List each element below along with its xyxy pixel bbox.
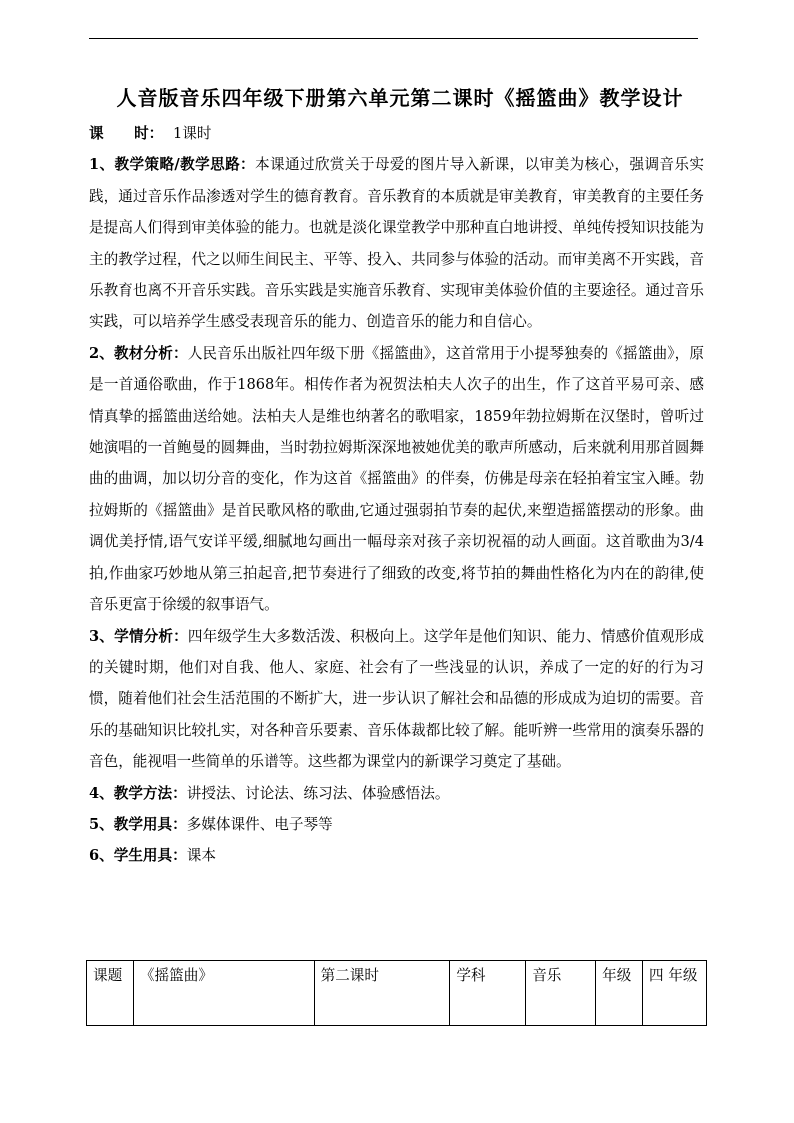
keshi-value: 1课时 bbox=[173, 125, 212, 142]
section-text: 四年级学生大多数活泼、积极向上。这学年是他们知识、能力、情感价值观形成的关键时期，他们对自我、他人、家庭、社会有了一些浅显的认识，养成了一定的好的行为习惯，随着他们社会生活范围的不断扩大，进一步认识了解社会和品德的形成成为迫切的需要。音乐的基础知识比较扎实，对各种音乐要素、音乐体裁都比较了解。能听辨一些常用的演奏乐器的音色，能视唱一些简单的乐谱等。这些都为课堂内的新课学习奠定了基础。 bbox=[89, 627, 704, 771]
section-text: 课本 bbox=[186, 847, 216, 865]
section-label: 3、学情分析： bbox=[89, 627, 188, 645]
section-label: 6、学生用具： bbox=[89, 847, 187, 865]
lesson-info-table bbox=[86, 960, 707, 1026]
section-label: 1、教学策略/教学思路： bbox=[89, 156, 256, 174]
section-strategy bbox=[89, 149, 704, 337]
cell-grade-value: 四 年级 bbox=[643, 961, 707, 1026]
section-text: 讲授法、讨论法、练习法、体验感悟法。 bbox=[186, 784, 450, 802]
cell-subject-label: 课题 bbox=[87, 961, 134, 1026]
section-text: 人民音乐出版社四年级下册《摇篮曲》，这首常用于小提琴独奏的《摇篮曲》，原是一首通俗歌曲，作于1868年。相传作者为祝贺法柏夫人次子的出生，作了这首平易可亲、感情真挚的摇篮曲送给她。法柏夫人是维也纳著名的歌唱家，1859年勃拉姆斯在汉堡时，曾听过她演唱的一首鲍曼的圆舞曲，当时勃拉姆斯深深地被她优美的歌声所感动，后来就利用那首圆舞曲的曲调，加以切分音的变化，作为这首《摇篮曲》的伴奏，仿佛是母亲在轻拍着宝宝入睡。勃拉姆斯的《摇篮曲》是首民歌风格的歌曲,它通过强弱拍节奏的起伏,来塑造摇篮摆动的形象。曲调优美抒情,语气安详平缓,细腻地勾画出一幅母亲对孩子亲切祝福的动人画面。这首歌曲为3/4拍,作曲家巧妙地从第三拍起音,把节奏进行了细致的改变,将节拍的舞曲性格化为内在的韵律,使音乐更富于徐缓的叙事语气。 bbox=[89, 344, 705, 614]
table-row bbox=[87, 961, 707, 1026]
header-rule bbox=[89, 38, 698, 39]
cell-grade-label: 年级 bbox=[596, 961, 643, 1026]
section-student-analysis bbox=[89, 621, 704, 778]
cell-discipline-label: 学科 bbox=[450, 961, 526, 1026]
cell-subject-value: 《摇篮曲》 bbox=[133, 961, 314, 1026]
document-title: 人音版音乐四年级下册第六单元第二课时《摇篮曲》教学设计 bbox=[116, 86, 684, 110]
section-teaching-tools bbox=[89, 809, 704, 840]
keshi-line bbox=[89, 118, 704, 149]
section-label: 2、教材分析： bbox=[89, 344, 188, 362]
cell-lesson-number: 第二课时 bbox=[314, 961, 450, 1026]
section-teaching-methods bbox=[89, 778, 704, 809]
section-text: 多媒体课件、电子琴等 bbox=[186, 815, 333, 833]
document-body bbox=[89, 118, 704, 872]
cell-discipline-value: 音乐 bbox=[526, 961, 596, 1026]
section-student-tools bbox=[89, 840, 704, 871]
section-label: 5、教学用具： bbox=[89, 815, 187, 833]
section-text: 本课通过欣赏关于母爱的图片导入新课，以审美为核心，强调音乐实践，通过音乐作品渗透对学生的德育教育。音乐教育的本质就是审美教育，审美教育的主要任务是提高人们得到审美体验的能力。也就是淡化课堂教学中那种直白地讲授、单纯传授知识技能为主的教学过程，代之以师生间民主、平等、投入、共同参与体验的活动。而审美离不开实践，音乐教育也离不开音乐实践。音乐实践是实施音乐教育、实现审美体验价值的主要途径。通过音乐实践，可以培养学生感受表现音乐的能力、创造音乐的能力和自信心。 bbox=[89, 156, 704, 331]
keshi-label: 课 时： bbox=[89, 125, 164, 142]
section-material-analysis bbox=[89, 338, 704, 621]
section-label: 4、教学方法： bbox=[89, 784, 187, 802]
